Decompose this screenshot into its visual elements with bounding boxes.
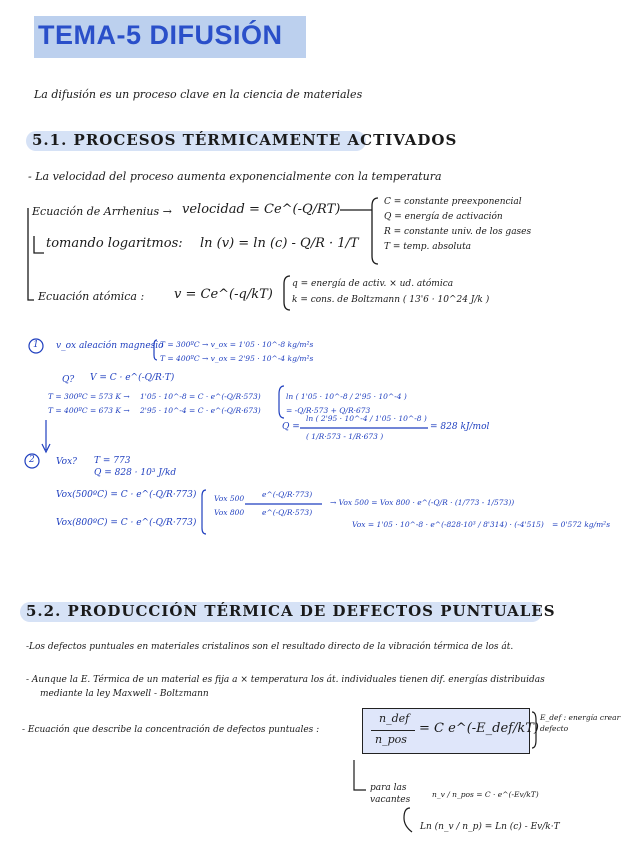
box-rhs: = C e^(-E_def/kT) — [419, 721, 539, 736]
constants-legend — [384, 195, 531, 255]
defect-concentration-box — [362, 708, 539, 754]
ratio-exp-num: e^(-Q/R·773) — [262, 490, 313, 499]
intro-text: La difusión es un proceso clave en la ciencia de materiales — [34, 88, 363, 101]
log-label: tomando logaritmos: — [46, 236, 183, 251]
atomic-equation: v = Ce^(-q/kT) — [174, 287, 273, 302]
rate-eq-1: 1'05 · 10^-8 = C · e^(-Q/R·573) — [140, 392, 261, 401]
atomic-legend-q: q = energía de activ. × ud. atómica — [292, 279, 454, 289]
q-general-eq: V = C · e^(-Q/R·T) — [90, 373, 175, 383]
q2-value: Q = 828 · 10³ J/kd — [94, 468, 177, 478]
q-question: Q? — [62, 375, 75, 385]
vox-800: Vox(800ºC) = C · e^(-Q/R·773) — [56, 518, 197, 528]
ratio-numerator: Vox 500 — [214, 494, 245, 503]
condition-2: T = 400ºC → v_ox = 2'95 · 10^-4 kg/m²s — [160, 354, 314, 363]
vox-final-calc: Vox = 1'05 · 10^-8 · e^(-828·10³ / 8'314) · (-4'515) — [352, 520, 544, 529]
example-2-number: 2 — [29, 455, 35, 465]
s2-bullet-1: -Los defectos puntuales en materiales cristalinos son el resultado directo de la vibración térmica de los át. — [26, 642, 514, 652]
s1-bullet: - La velocidad del proceso aumenta exponencialmente con la temperatura — [28, 170, 442, 183]
s2-bullet-2-cont: mediante la ley Maxwell - Boltzmann — [40, 689, 209, 699]
example-1-number: 1 — [33, 340, 39, 350]
vox-magnesium: v_ox aleación magnesio — [56, 341, 164, 351]
t1-conversion: T = 300ºC = 573 K → — [48, 392, 130, 401]
ratio-denominator: Vox 800 — [214, 508, 245, 517]
vox500-derivation: → Vox 500 = Vox 800 · e^(-Q/R · (1/773 - 1/573)) — [330, 498, 515, 507]
log-equation: ln (v) = ln (c) - Q/R · 1/T — [200, 236, 359, 251]
section-2-heading: 5.2. PRODUCCIÓN TÉRMICA DE DEFECTOS PUNTUALES — [26, 602, 556, 620]
box-numerator: n_def — [379, 712, 410, 725]
arrhenius-equation: velocidad = Ce^(-Q/RT) — [182, 202, 341, 217]
ratio-exp-den: e^(-Q/R·573) — [262, 508, 313, 517]
q-result: = 828 kJ/mol — [430, 422, 490, 432]
edef-note: E_def : energía crear defecto — [540, 713, 621, 733]
legend-q: Q = energía de activación — [384, 212, 503, 222]
t2-value: T = 773 — [94, 456, 131, 466]
t2-conversion: T = 400ºC = 673 K → — [48, 406, 130, 415]
s2-bullet-3: - Ecuación que describe la concentración de defectos puntuales : — [22, 725, 320, 735]
vox-500: Vox(500ºC) = C · e^(-Q/R·773) — [56, 490, 197, 500]
vox-final-result: = 0'572 kg/m²s — [552, 520, 611, 529]
atomic-label: Ecuación atómica : — [38, 290, 145, 303]
section-1-heading: 5.1. PROCESOS TÉRMICAMENTE ACTIVADOS — [32, 131, 458, 149]
q-denominator: ( 1/R·573 - 1/R·673 ) — [306, 432, 384, 441]
s2-bullet-2: - Aunque la E. Térmica de un material es fija a × temperatura los át. individuales tienen dif. energías distribuidas — [26, 675, 545, 685]
vacancies-label: para las vacantes — [370, 783, 411, 805]
vox-question: Vox? — [56, 457, 77, 467]
legend-r: R = constante univ. de los gases — [384, 227, 532, 237]
vacancies-ln-eq: Ln (n_v / n_p) = Ln (c) - Ev/k·T — [420, 822, 560, 832]
atomic-legend-k: k = cons. de Boltzmann ( 13'6 · 10^24 J/k ) — [292, 295, 490, 305]
atomic-legend — [292, 276, 489, 308]
q-numerator: ln ( 2'95 · 10^-4 / 1'05 · 10^-8 ) — [306, 414, 427, 423]
conditions — [160, 338, 313, 366]
box-denominator: n_pos — [375, 733, 407, 746]
arrhenius-label: Ecuación de Arrhenius → — [32, 205, 172, 218]
legend-t: T = temp. absoluta — [384, 242, 472, 252]
page-title: TEMA-5 DIFUSIÓN — [38, 20, 283, 50]
q-solve-label: Q = — [282, 422, 300, 432]
rate-eq-2: 2'95 · 10^-4 = C · e^(-Q/R·673) — [140, 406, 261, 415]
ln-ratio-rhs: = -Q/R·573 + Q/R·673 — [286, 406, 371, 415]
legend-c: C = constante preexponencial — [384, 197, 522, 207]
vacancies-eq: n_v / n_pos = C · e^(-Ev/kT) — [432, 790, 539, 799]
box-fraction-line — [371, 730, 415, 731]
condition-1: T = 300ºC → v_ox = 1'05 · 10^-8 kg/m²s — [160, 340, 314, 349]
ln-ratio: ln ( 1'05 · 10^-8 / 2'95 · 10^-4 ) — [286, 392, 407, 401]
